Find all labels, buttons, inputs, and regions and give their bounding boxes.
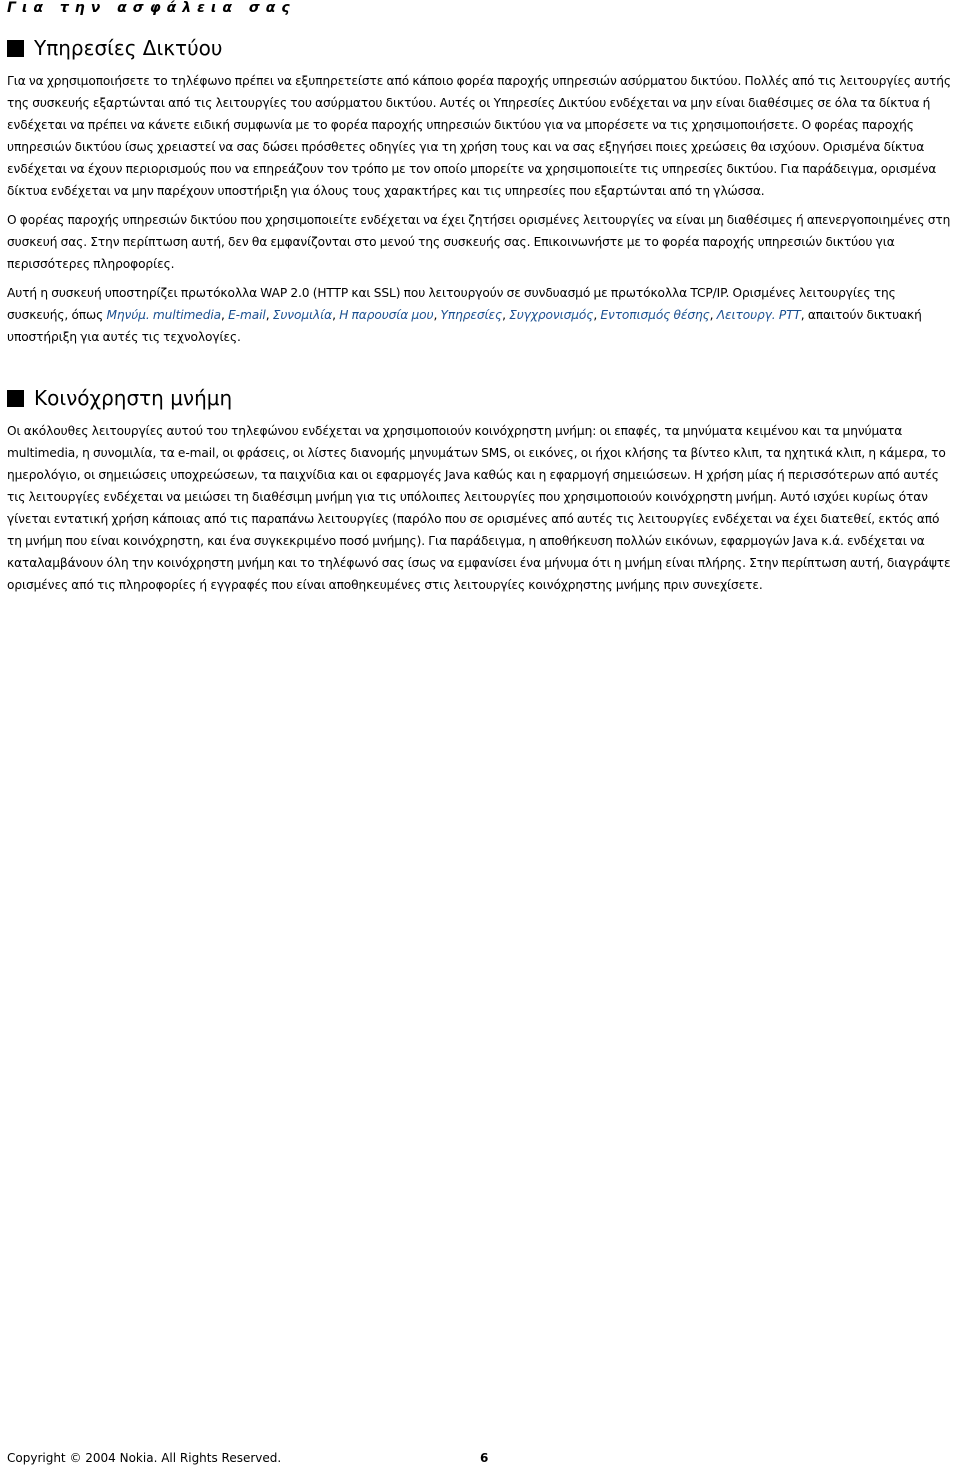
link-services[interactable]: Υπηρεσίες: [440, 308, 503, 322]
section-heading: [7, 33, 955, 63]
link-mms[interactable]: Μηνύμ. multimedia: [106, 308, 221, 322]
link-separator: ,: [709, 308, 717, 322]
paragraph-shared-memory: Οι ακόλουθες λειτουργίες αυτού του τηλεφώνου ενδέχεται να χρησιμοποιούν κοινόχρηστη μνήμη: οι επαφές, τα μηνύματα κειμένου και τα μηνύματα multimedia, η συνομιλία, τα e-mail, οι φράσεις, οι λίστες διανομής μηνυμάτων SMS, οι εικόνες, οι ήχοι κλήσης τα βίντεο κλιπ, τα ηχητικά κλιπ, η κάμερα, το ημερολόγιο, οι σημειώσεις υποχρεώσεων, τα παιχνίδια και οι εφαρμογές Java καθώς και η εφαρμογή σημειώσεων. Η χρήση μίας ή περισσότερων από αυτές τις λειτουργίες ενδέχεται να μειώσει τη διαθέσιμη μνήμη για τις υπόλοιπες λειτουργίες που χρησιμοποιούν κοινόχρηστη μνήμη. Αυτό ισχύει κυρίως όταν γίνεται εντατική χρήση κάποιας από τις παραπάνω λειτουργίες (παρόλο που σε ορισμένες από αυτές τις λειτουργίες ενδέχεται να έχει διατεθεί, εκτός από τη μνήμη που είναι κοινόχρηστη, και ένα συγκεκριμένο ποσό μνήμης). Για παράδειγμα, η αποθήκευση πολλών εικόνων, εφαρμογών Java κ.ά. ενδέχεται να καταλαμβάνουν όλη την κοινόχρηστη μνήμη και το τηλέφωνό σας ίσως να εμφανίσει ένα μήνυμα ότι η μνήμη είναι πλήρης. Στην περίπτωση αυτή, διαγράψτε ορισμένες από τις πληροφορίες ή εγγραφές που είναι αποθηκευμένες στις λειτουργίες κοινόχρηστης μνήμης πριν συνεχίσετε.: [7, 424, 951, 592]
wap-intro-text: Αυτή η συσκευή υποστηρίζει πρωτόκολλα WAP 2.0 (HTTP και SSL) που λειτουργούν σε συνδυασμό με πρωτόκολλα TCP/IP. Ορισμένες λειτουργίες της συσκευής, όπως: [7, 286, 896, 322]
paragraph-wap-support: [7, 282, 955, 348]
heading-square-bullet: [7, 390, 24, 407]
link-separator: ,: [502, 308, 510, 322]
link-separator: ,: [265, 308, 273, 322]
link-separator: ,: [221, 308, 229, 322]
link-email[interactable]: E-mail: [228, 308, 266, 322]
link-chat[interactable]: Συνομιλία: [272, 308, 333, 322]
chapter-title: Για την ασφάλεια σας: [7, 0, 296, 16]
footer-copyright: Copyright © 2004 Nokia. All Rights Reserved.: [7, 1451, 282, 1465]
wap-outro-text: , απαιτούν δικτυακή υποστήριξη για αυτές τις τεχνολογίες.: [7, 308, 922, 344]
heading-square-bullet: [7, 40, 24, 57]
page-number: 6: [480, 1451, 489, 1465]
section-heading: [7, 383, 955, 413]
link-my-presence[interactable]: Η παρουσία μου: [339, 308, 434, 322]
section-network-services: [7, 33, 955, 348]
link-separator: ,: [593, 308, 601, 322]
link-ptt[interactable]: Λειτουργ. PTT: [716, 308, 801, 322]
heading-network-services: Υπηρεσίες Δικτύου: [34, 36, 223, 60]
paragraph-network-provider: Ο φορέας παροχής υπηρεσιών δικτύου που χρησιμοποιείτε ενδέχεται να έχει ζητήσει ορισμένες λειτουργίες να είναι μη διαθέσιμες ή απενεργοποιημένες στη συσκευή σας. Στην περίπτωση αυτή, δεν θα εμφανίζονται στο μενού της συσκευής σας. Επικοινωνήστε με το φορέα παροχής υπηρεσιών δικτύου για περισσότερες πληροφορίες.: [7, 213, 951, 271]
link-separator: ,: [332, 308, 340, 322]
section-shared-memory: [7, 383, 955, 596]
link-positioning[interactable]: Εντοπισμός θέσης: [600, 308, 710, 322]
paragraph-network-intro: Για να χρησιμοποιήσετε το τηλέφωνο πρέπει να εξυπηρετείστε από κάποιο φορέα παροχής υπηρεσιών ασύρματου δικτύου. Πολλές από τις λειτουργίες αυτής της συσκευής εξαρτώνται από τις λειτουργίες του ασύρματου δικτύου. Αυτές οι Υπηρεσίες Δικτύου ενδέχεται να μην είναι διαθέσιμες σε όλα τα δίκτυα ή ενδέχεται να πρέπει να κάνετε ειδική συμφωνία με το φορέα παροχής υπηρεσιών δικτύου για να μπορέσετε να τις χρησιμοποιήσετε. Ο φορέας παροχής υπηρεσιών δικτύου ίσως χρειαστεί να σας δώσει πρόσθετες οδηγίες για τη χρήση τους και να σας εξηγήσει ποιες χρεώσεις θα ισχύουν. Ορισμένα δίκτυα ενδέχεται να έχουν περιορισμούς που να επηρεάζουν τον τρόπο με τον οποίο μπορείτε να χρησιμοποιείτε τις υπηρεσίες δικτύου. Για παράδειγμα, ορισμένα δίκτυα ενδέχεται να μην παρέχουν υποστήριξη για όλους τους χαρακτήρες και τις υπηρεσίες που εξαρτώνται από τη γλώσσα.: [7, 74, 951, 198]
link-separator: ,: [433, 308, 441, 322]
link-sync[interactable]: Συγχρονισμός: [509, 308, 594, 322]
heading-shared-memory: Κοινόχρηστη μνήμη: [34, 386, 233, 410]
